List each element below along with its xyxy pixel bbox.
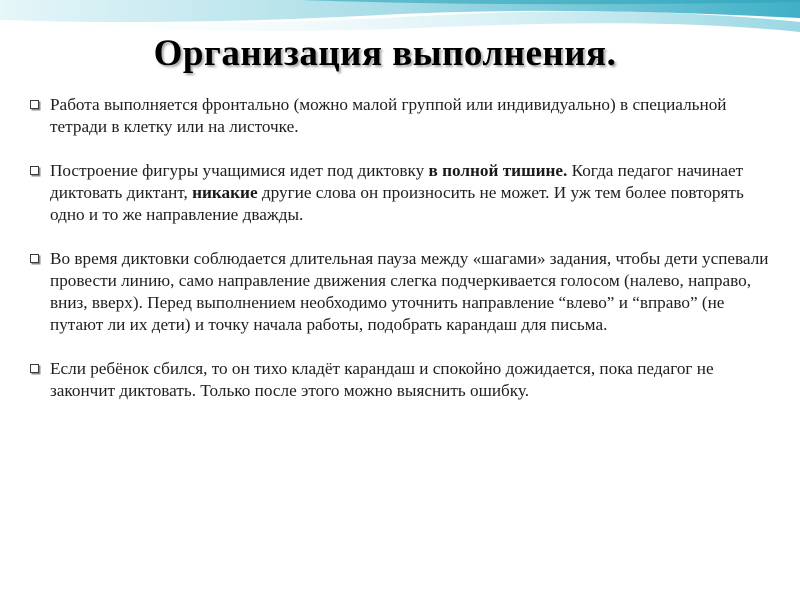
bullet-text-part: Когда педагог начинает диктовать диктант, (50, 161, 744, 202)
slide-title: Организация выполнения. (153, 33, 617, 74)
bullet-item (36, 94, 776, 138)
bullet-text: Работа выполняется фронтально (можно малой группой или индивидуально) в специальной тетради в клетку или на листочке. (50, 95, 727, 136)
bullet-item (36, 248, 776, 336)
bullet-text: Если ребёнок сбился, то он тихо кладёт карандаш и спокойно дожидается, пока педагог не закончит диктовать. Только после этого можно выяснить ошибку. (50, 359, 714, 400)
bullet-text-part: другие слова он произносить не может. И уж тем более повторять одно и то же направление дважды. (50, 183, 744, 224)
bullet-text-part: Построение фигуры учащимися идет под диктовку (50, 161, 429, 180)
checkbox-icon (30, 364, 39, 373)
bullet-text (50, 160, 776, 226)
bullet-item (36, 358, 776, 402)
bullet-item (36, 160, 776, 226)
checkbox-icon (30, 100, 39, 109)
emphasis-text: никакие (192, 183, 258, 202)
bullet-list (36, 94, 776, 402)
checkbox-icon (30, 254, 39, 263)
bullet-text: Во время диктовки соблюдается длительная пауза между «шагами» задания, чтобы дети успевали провести линию, само направление движения слегка подчеркивается голосом (налево, направо, вниз, вверх). Перед выполнением необходимо уточнить направление “влево” и “вправо” (не путают ли их дети) и точку начала работы, подобрать карандаш для письма. (50, 249, 769, 334)
checkbox-icon (30, 166, 39, 175)
emphasis-text: в полной тишине. (428, 161, 568, 180)
